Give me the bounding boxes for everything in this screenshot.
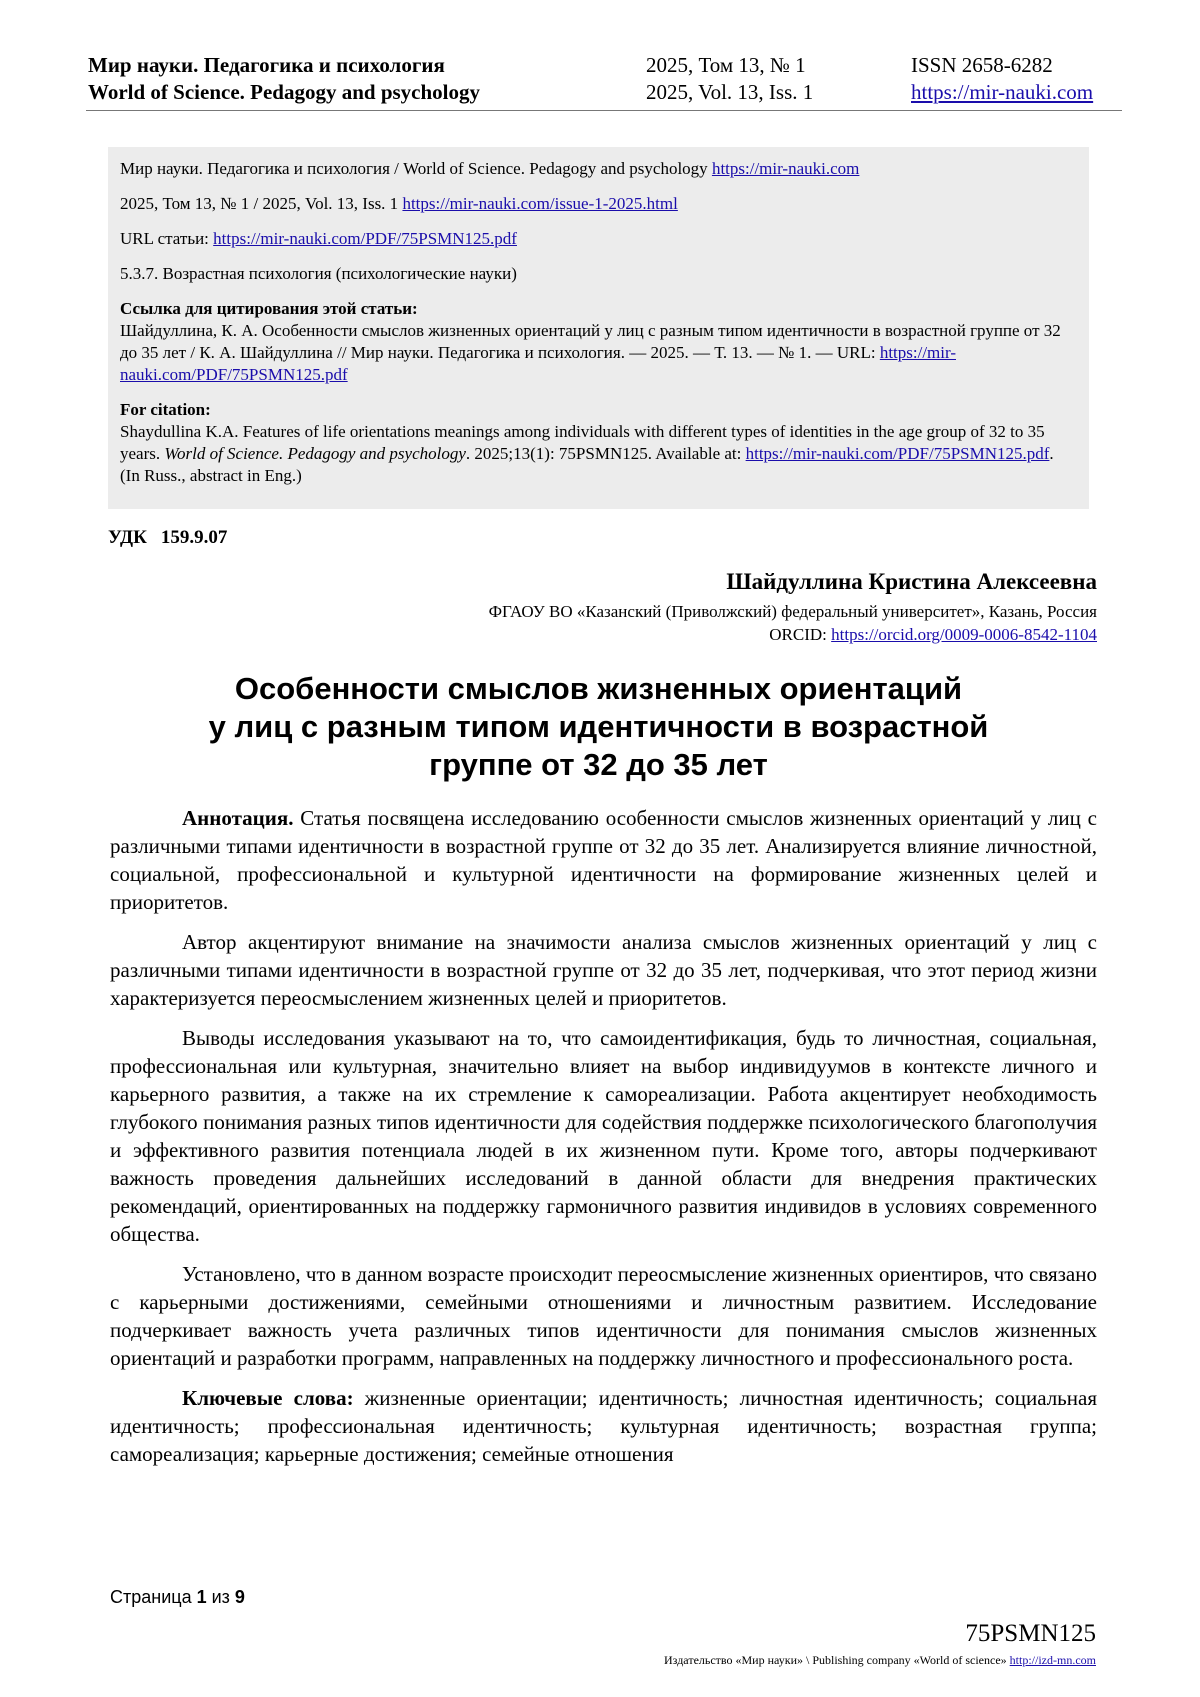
info-journal-text: Мир науки. Педагогика и психология / World of Science. Pedagogy and psychology	[120, 159, 712, 178]
citation-ru-text: Шайдуллина, К. А. Особенности смыслов жизненных ориентаций у лиц с разным типом идентичности в возрастной группе от 32 до 35 лет / К. А. Шайдуллина // Мир науки. Педагогика и психология. — 2025. — Т. 13. — № 1. — URL:	[120, 321, 1061, 362]
citation-en-text: Shaydullina K.A. Features of life orientations meanings among individuals with different types of identities in the age group of 32 to 35 years.	[120, 422, 1045, 463]
keywords-label: Ключевые слова:	[182, 1386, 354, 1410]
orcid-label: ORCID:	[769, 625, 832, 644]
publisher-link[interactable]: http://izd-mn.com	[1009, 1653, 1096, 1667]
page-label: Страница	[110, 1587, 197, 1607]
article-code: 75PSMN125	[965, 1620, 1096, 1647]
journal-title-en: World of Science. Pedagogy and psychology	[88, 80, 481, 104]
abstract	[110, 804, 1097, 1480]
page-of: из	[206, 1587, 235, 1607]
citation-en-text-2: . 2025;13(1): 75PSMN125. Available at:	[465, 444, 746, 463]
article-title	[108, 670, 1089, 784]
title-line: группе от 32 до 35 лет	[429, 747, 768, 782]
info-journal-line	[120, 158, 1077, 180]
title-line: у лиц с разным типом идентичности в возрастной	[208, 709, 989, 744]
abstract-paragraph: Установлено, что в данном возрасте происходит переосмысление жизненных ориентиров, что связано с карьерными достижениями, семейными отношениями и личностным развитием. Исследование подчеркивает важность учета различных типов идентичности для понимания смыслов жизненных ориентаций и разработки программ, направленных на поддержку личностного и профессионального роста.	[110, 1262, 1097, 1370]
citation-ru-link[interactable]: https://mir-nauki.com/PDF/75PSMN125.pdf	[120, 343, 956, 384]
issn: ISSN 2658-6282	[911, 53, 1053, 77]
abstract-label: Аннотация.	[182, 806, 294, 830]
author-orcid	[489, 623, 1097, 646]
abstract-paragraph	[110, 804, 1097, 916]
author-affiliation: ФГАОУ ВО «Казанский (Приволжский) федеральный университет», Казань, Россия	[488, 602, 1097, 621]
info-url-label: URL статьи:	[120, 229, 214, 248]
keywords	[110, 1384, 1097, 1468]
issue-ru: 2025, Том 13, № 1	[646, 53, 806, 77]
journal-site-link[interactable]: https://mir-nauki.com	[911, 80, 1094, 104]
page-number	[110, 1587, 245, 1608]
citation-ru	[120, 298, 1077, 386]
citation-en	[120, 399, 1077, 487]
citation-en-label: For citation:	[120, 400, 211, 419]
citation-en-journal: World of Science. Pedagogy and psychology	[164, 444, 466, 463]
info-specialty: 5.3.7. Возрастная психология (психологические науки)	[120, 264, 517, 283]
title-line: Особенности смыслов жизненных ориентаций	[234, 671, 963, 706]
issn-block	[911, 52, 1093, 106]
page-total: 9	[234, 1587, 245, 1607]
author-name: Шайдуллина Кристина Алексеевна	[726, 569, 1097, 594]
abstract-text: Статья посвящена исследованию особенности смыслов жизненных ориентаций у лиц с различными типами идентичности в возрастной группе от 32 до 35 лет. Анализируется влияние личностной, социальной, профессиональной и культурной идентичности на формирование жизненных целей и приоритетов.	[110, 806, 1097, 914]
header-divider	[86, 110, 1122, 111]
info-article-pdf-link[interactable]: https://mir-nauki.com/PDF/75PSMN125.pdf	[213, 229, 517, 248]
info-issue-link[interactable]: https://mir-nauki.com/issue-1-2025.html	[402, 194, 678, 213]
publisher-text: Издательство «Мир науки» \ Publishing company «World of science»	[664, 1653, 1010, 1667]
author-block	[489, 567, 1097, 646]
abstract-paragraph: Выводы исследования указывают на то, что самоидентификация, будь то личностная, социальная, профессиональная или культурная, значительно влияет на выбор индивидуумов в контексте личного и карьерного развития, а также на их стремление к самореализации. Работа акцентирует необходимость глубокого понимания разных типов идентичности для содействия поддержке психологического благополучия и эффективного развития потенциала людей в их жизненном пути. Кроме того, авторы подчеркивают важность проведения дальнейших исследований в данной области для внедрения практических рекомендаций, ориентированных на поддержку гармоничного развития индивидов в условиях современного общества.	[110, 1026, 1097, 1246]
keywords-text: жизненные ориентации; идентичность; личностная идентичность; социальная идентичность; профессиональная идентичность; культурная идентичность; возрастная группа; самореализация; карьерные достижения; семейные отношения	[110, 1386, 1097, 1466]
info-journal-link[interactable]: https://mir-nauki.com	[711, 159, 860, 178]
info-issue-text: 2025, Том 13, № 1 / 2025, Vol. 13, Iss. 1	[120, 194, 403, 213]
citation-ru-label: Ссылка для цитирования этой статьи:	[120, 299, 418, 318]
udk	[108, 527, 227, 549]
info-issue-line	[120, 193, 1077, 215]
issue-block	[646, 52, 813, 106]
citation-en-text-3: . (In Russ., abstract in Eng.)	[120, 444, 1054, 485]
info-url-line	[120, 228, 1077, 250]
citation-en-link[interactable]: https://mir-nauki.com/PDF/75PSMN125.pdf	[745, 444, 1050, 463]
article-info-box	[108, 147, 1089, 509]
udk-value: 159.9.07	[160, 527, 228, 548]
issue-en: 2025, Vol. 13, Iss. 1	[646, 80, 814, 104]
abstract-paragraph: Автор акцентируют внимание на значимости анализа смыслов жизненных ориентаций у лиц с различными типами идентичности в возрастной группе от 32 до 35 лет, подчеркивая, что этот период жизни характеризуется переосмыслением жизненных целей и приоритетов.	[110, 930, 1097, 1010]
journal-title-block	[88, 52, 480, 106]
publisher-line	[664, 1653, 1096, 1668]
udk-label: УДК	[108, 527, 147, 548]
journal-title-ru: Мир науки. Педагогика и психология	[88, 53, 445, 77]
orcid-link[interactable]: https://orcid.org/0009-0006-8542-1104	[831, 625, 1097, 644]
page-current: 1	[196, 1587, 207, 1607]
